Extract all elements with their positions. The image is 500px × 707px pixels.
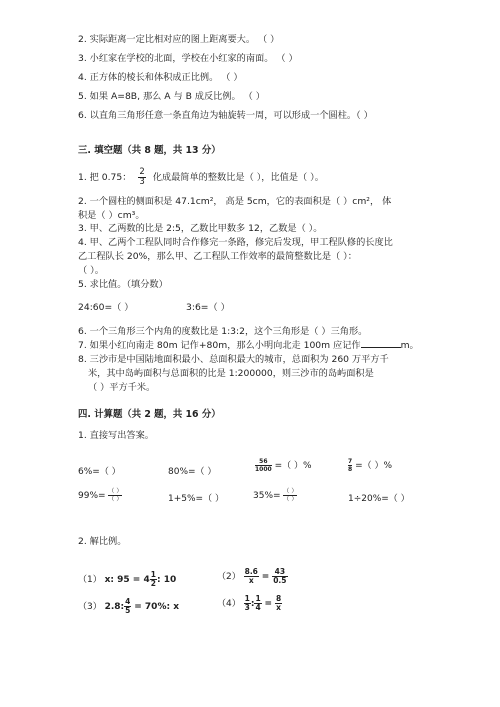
proportion-4-frac-1 (244, 595, 251, 612)
fill-q5-a: 24:60=（ ） (78, 302, 134, 313)
fill-q5-b: 3:6=（ ） (186, 302, 230, 313)
calc-r1-c-den: 1000 (255, 466, 272, 473)
proportion-3-frac-den: 5 (125, 606, 131, 615)
calc-r2-c-frac (283, 488, 297, 503)
calc-r2-a (78, 488, 122, 503)
calc-r1-d-rest: =（ ）% (355, 461, 393, 471)
calc-r2-d: 1÷20%=（ ） (348, 494, 410, 504)
proportion-1-expr: x: 95 = 4 (104, 575, 150, 585)
proportion-1-frac-den: 2 (150, 579, 156, 588)
fill-q2-line1: 2. 一个圆柱的侧面积是 47.1cm²， 高是 5cm，它的表面积是（ ）cm²， 体 (78, 196, 392, 207)
proportion-2 (217, 568, 288, 585)
judgement-item-5: 5. 如果 A=8B, 那么 A 与 B 成反比例。 （ ） (78, 91, 265, 102)
calc-r1-d-frac (348, 458, 352, 473)
fill-q1-suffix: 化成最简单的整数比是（ ），比值是（ ）。 (152, 172, 324, 183)
fill-q8-line2: 米，其中岛屿面积与总面积的比是 1:200000，则三沙市的岛屿面积是 (88, 368, 374, 379)
fill-q8-line1: 8. 三沙市是中国陆地面积最小、总面积最大的城市，总面积为 260 万平方千 (78, 354, 389, 365)
section-fill-heading: 三. 填空题（共 8 题，共 13 分） (78, 145, 221, 156)
calc-r1-d (348, 458, 392, 473)
proportion-4-frac-2 (254, 595, 261, 612)
proportion-4-num-3: 8 (275, 594, 282, 603)
fill-q3: 3. 甲、乙两数的比是 2:5，乙数比甲数多 12，乙数是（ ）。 (78, 223, 323, 234)
calc-r2-a-prefix: 99%= (78, 491, 106, 501)
fill-q1-fraction (138, 168, 145, 187)
calc-r2-a-num: （ ） (108, 488, 123, 495)
proportion-2-frac-right (272, 568, 287, 585)
calc-r2-c-prefix: 35%= (253, 491, 281, 501)
proportion-2-frac-left (244, 568, 259, 585)
proportion-4-den-3: x (276, 603, 281, 612)
calc-r1-c (255, 458, 312, 473)
proportion-1-frac (150, 571, 157, 588)
proportion-4-eq: = (264, 599, 273, 609)
fill-q8-line3: （ ）平方千米。 (88, 382, 156, 393)
calc-r1-c-frac (255, 458, 272, 473)
judgement-item-2: 2. 实际距离一定比相对应的图上距离要大。 （ ） (78, 34, 280, 45)
fill-q7-prefix: 7. 如果小红向南走 80m 记作+80m，那么小明向北走 100m 应记作 (78, 340, 361, 351)
proportion-4-frac-3 (275, 595, 282, 612)
proportion-1 (78, 571, 176, 588)
proportion-3-expr-a: 2.8: (104, 602, 125, 612)
calc-q1: 1. 直接写出答案。 (78, 430, 154, 441)
proportion-1-label: （1） (78, 575, 102, 585)
calc-r2-c-den: （ ） (283, 496, 298, 503)
proportion-3-frac-num: 4 (125, 597, 131, 606)
fill-q7-blank[interactable] (361, 339, 401, 348)
fill-q4-line2: 乙工程队长 20%，那么甲、乙工程队工作效率的最简整数比是（ ）： (78, 251, 357, 262)
calc-r1-d-den: 8 (348, 466, 353, 473)
calc-r2-c (253, 488, 297, 503)
section-calc-heading: 四. 计算题（共 2 题，共 16 分） (78, 409, 221, 420)
judgement-item-6: 6. 以直角三角形任意一条直角边为轴旋转一周，可以形成一个圆柱。（ ） (78, 110, 373, 121)
fill-q2-line2: 积是（ ）cm³。 (78, 210, 145, 221)
fill-q1 (78, 168, 324, 187)
calc-r1-c-rest: =（ ）% (274, 461, 312, 471)
proportion-1-tail: : 10 (156, 575, 177, 585)
calc-r2-b: 1+5%=（ ） (168, 494, 224, 504)
proportion-2-den-right: 0.5 (273, 576, 287, 585)
proportion-3-expr-b: = 70%: x (134, 602, 180, 612)
proportion-4-colon: : (250, 599, 255, 609)
proportion-2-den-left: x (248, 576, 254, 585)
calc-q2: 2. 解比例。 (78, 536, 127, 547)
calc-r1-d-num: 7 (348, 458, 353, 465)
proportion-2-num-right: 43 (272, 568, 287, 577)
calc-r2-a-frac (108, 488, 122, 503)
judgement-item-3: 3. 小红家在学校的北面，学校在小红家的南面。 （ ） (78, 53, 298, 64)
proportion-3-label: （3） (78, 602, 102, 612)
fill-q4-line1: 4. 甲、乙两个工程队同时合作修完一条路，修完后发现，甲工程队修的长度比 (78, 237, 393, 248)
fill-q1-frac-den: 3 (139, 177, 145, 187)
proportion-3-frac (124, 598, 131, 615)
fill-q6: 6. 一个三角形三个内角的度数比是 1:3:2，这个三角形是（ ）三角形。 (78, 326, 368, 337)
proportion-3 (78, 598, 179, 615)
proportion-2-eq: = (261, 572, 270, 582)
fill-q1-prefix: 1. 把 0.75： (78, 172, 132, 183)
proportion-2-num-left: 8.6 (244, 567, 258, 576)
calc-r2-a-den: （ ） (108, 496, 123, 503)
proportion-4-den-1: 3 (244, 603, 250, 612)
fill-q7 (78, 339, 419, 352)
calc-r1-a: 6%=（ ） (78, 467, 121, 477)
fill-q5: 5. 求比值。（填分数） (78, 279, 168, 290)
judgement-item-4: 4. 正方体的棱长和体积成正比例。 （ ） (78, 72, 243, 83)
calc-r1-c-num: 56 (255, 458, 272, 466)
proportion-4-den-2: 4 (255, 603, 261, 612)
proportion-4 (217, 595, 282, 612)
proportion-4-num-2: 1 (255, 594, 261, 603)
fill-q4-line3: （ ）。 (78, 265, 104, 276)
fill-q7-suffix: m。 (400, 340, 419, 351)
proportion-2-label: （2） (217, 572, 241, 582)
proportion-4-label: （4） (217, 599, 241, 609)
proportion-4-num-1: 1 (244, 594, 250, 603)
calc-r2-c-num: （ ） (283, 488, 298, 495)
calc-r1-b: 80%=（ ） (168, 467, 217, 477)
proportion-1-frac-num: 1 (150, 570, 156, 579)
fill-q1-frac-num: 2 (139, 167, 145, 177)
